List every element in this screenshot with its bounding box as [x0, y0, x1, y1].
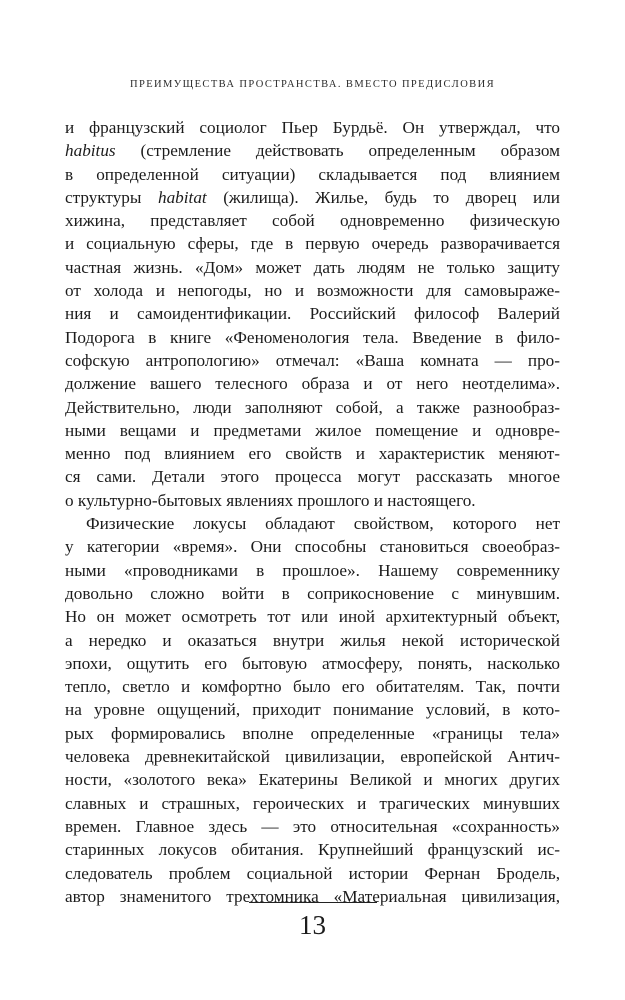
- text-line: [65, 279, 560, 302]
- text-line: [65, 698, 560, 721]
- text-span: а нередко и оказаться внутри жилья некой исторической: [65, 630, 560, 650]
- text-span: от холода и непогоды, но и возможности для самовыраже-: [65, 281, 560, 301]
- text-line: [65, 302, 560, 325]
- text-line: [65, 535, 560, 558]
- body-text: [65, 116, 560, 908]
- text-span: эпохи, ощутить его бытовую атмосферу, понять, насколько: [65, 653, 560, 673]
- text-line: [65, 745, 560, 768]
- text-span: автор знаменитого трехтомника «Материальная цивилизация,: [65, 886, 560, 906]
- text-line: [65, 209, 560, 232]
- text-line: [65, 862, 560, 885]
- text-line: [65, 419, 560, 442]
- text-span: у категории «время». Они способны становиться своеобраз-: [65, 537, 560, 557]
- text-line: [65, 349, 560, 372]
- text-span: в определенной ситуации) складывается под влиянием: [65, 164, 560, 184]
- text-line: [65, 792, 560, 815]
- text-span: ности, «золотого века» Екатерины Великой и многих других: [65, 770, 560, 790]
- text-span: старинных локусов обитания. Крупнейший французский ис-: [65, 840, 560, 860]
- text-line: [65, 559, 560, 582]
- page-number: 13: [299, 910, 326, 940]
- text-span: тепло, светло и комфортно было его обитателям. Так, почти: [65, 677, 560, 697]
- text-span: Физические локусы обладают свойством, которого нет: [86, 514, 560, 534]
- text-span: ся сами. Детали этого процесса могут рассказать многое: [65, 467, 560, 487]
- text-line: [65, 465, 560, 488]
- text-span: структуры: [65, 187, 158, 207]
- paragraph: [65, 116, 560, 512]
- text-span: ния и самоидентификации. Российский философ Валерий: [65, 304, 560, 324]
- text-span: менно под влиянием его свойств и характеристик меняют-: [65, 444, 560, 464]
- text-span: человека древнекитайской цивилизации, европейской Антич-: [65, 747, 560, 767]
- text-line: [65, 838, 560, 861]
- text-span: славных и страшных, героических и трагических минувших: [65, 793, 560, 813]
- text-span: и социальную сферы, где в первую очередь разворачивается: [65, 234, 560, 254]
- text-line: [65, 163, 560, 186]
- text-span: и французский социолог Пьер Бурдьё. Он утверждал, что: [65, 118, 560, 137]
- text-line: [65, 722, 560, 745]
- text-line: [65, 186, 560, 209]
- text-span: Но он может осмотреть тот или иной архитектурный объект,: [65, 607, 560, 627]
- text-line: [65, 512, 560, 535]
- text-line: [65, 396, 560, 419]
- text-span: (стремление действовать определенным образом: [115, 141, 560, 161]
- text-span: времен. Главное здесь — это относительная «сохранность»: [65, 816, 560, 836]
- text-span: Подорога в книге «Феноменология тела. Введение в фило-: [65, 327, 560, 347]
- text-line: [65, 116, 560, 139]
- text-line: [65, 629, 560, 652]
- text-line: [65, 815, 560, 838]
- text-span: (жилища). Жилье, будь то дворец или: [206, 187, 560, 207]
- italic-term: habitat: [157, 187, 207, 207]
- text-span: рых формировались вполне определенные «границы тела»: [65, 723, 560, 743]
- text-line: [65, 605, 560, 628]
- text-line: [65, 675, 560, 698]
- text-span: хижина, представляет собой одновременно физическую: [65, 211, 560, 231]
- text-line: [65, 139, 560, 162]
- text-span: довольно сложно войти в соприкосновение с минувшим.: [65, 583, 560, 603]
- text-line: [65, 326, 560, 349]
- text-line: [65, 372, 560, 395]
- folio-rule: [249, 902, 377, 903]
- running-head: ПРЕИМУЩЕСТВА ПРОСТРАНСТВА. ВМЕСТО ПРЕДИСЛОВИЯ: [130, 79, 495, 90]
- text-span: Действительно, люди заполняют собой, а также разнообраз-: [65, 397, 560, 417]
- text-line: [65, 768, 560, 791]
- text-line: [65, 489, 560, 512]
- text-span: частная жизнь. «Дом» может дать людям не только защиту: [65, 257, 560, 277]
- text-line: [65, 582, 560, 605]
- text-line: [65, 256, 560, 279]
- italic-term: habitus: [65, 141, 116, 161]
- text-span: ными «проводниками в прошлое». Нашему современнику: [65, 560, 560, 580]
- text-span: следователь проблем социальной истории Фернан Бродель,: [65, 863, 560, 883]
- text-line: [65, 232, 560, 255]
- text-line: [65, 442, 560, 465]
- text-line: [65, 885, 560, 908]
- text-span: на уровне ощущений, приходит понимание условий, в кото-: [65, 700, 560, 720]
- text-span: софскую антропологию» отмечал: «Ваша комната — про-: [65, 350, 560, 370]
- paragraph: [65, 512, 560, 908]
- text-span: должение вашего телесного образа и от него неотделима».: [65, 374, 560, 394]
- text-line: [65, 652, 560, 675]
- text-span: о культурно-бытовых явлениях прошлого и настоящего.: [65, 490, 476, 510]
- text-span: ными вещами и предметами жилое помещение и одновре-: [65, 420, 560, 440]
